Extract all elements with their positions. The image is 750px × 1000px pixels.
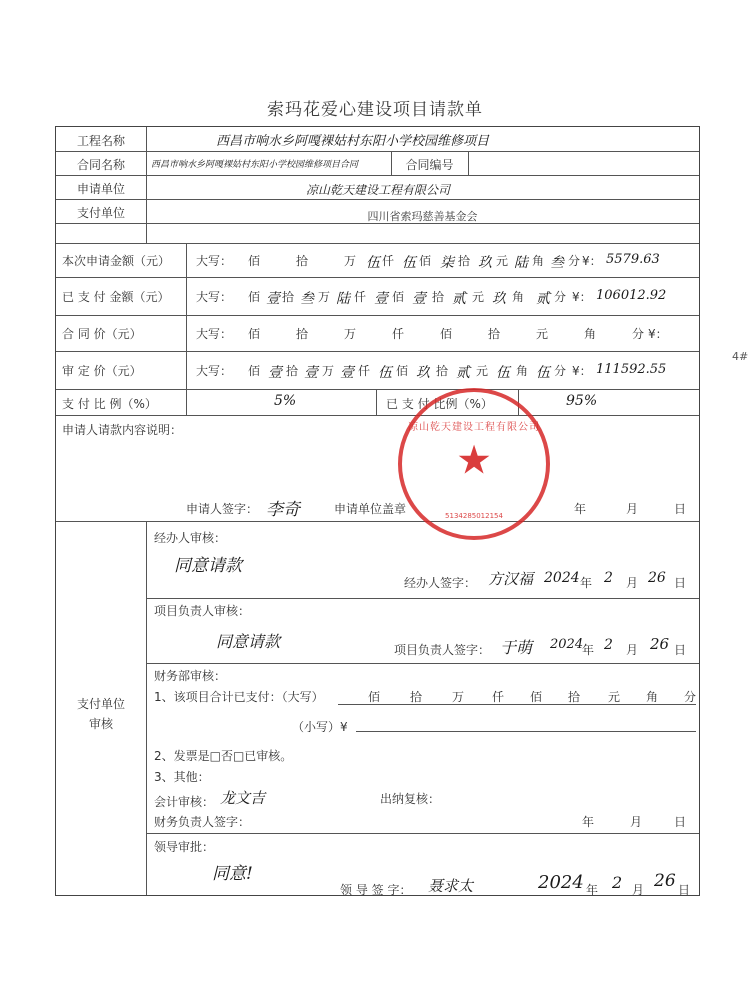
payer-review-label: 支付单位 审核 <box>76 697 125 731</box>
leader-sign-label: 领 导 签 字： <box>340 883 412 897</box>
paid-amount-label: 已 支 付 金额（元） <box>62 290 170 304</box>
finance-item3: 3、其他： <box>154 770 210 784</box>
applicant-unit-value: 凉山乾天建设工程有限公司 <box>306 183 451 197</box>
finance-review-label: 财务部审核： <box>154 669 227 683</box>
pm-review-label: 项目负责人审核： <box>154 604 251 618</box>
handler-signature: 方汉福 <box>488 570 534 588</box>
applicant-unit-stamp-label: 申请单位盖章 <box>334 502 407 516</box>
leader-opinion: 同意! <box>212 864 253 884</box>
pay-ratio-label: 支 付 比 例（%） <box>62 397 157 411</box>
payer-unit-value: 四川省索玛慈善基金会 <box>367 210 478 223</box>
approved-price-small: 111592.55 <box>596 362 667 377</box>
pm-opinion: 同意请款 <box>216 632 281 651</box>
handler-opinion: 同意请款 <box>174 556 242 576</box>
contract-price-label: 合 同 价（元） <box>62 327 142 341</box>
applicant-signature: 李奇 <box>266 500 300 520</box>
finance-small-label: （小写）¥ <box>292 720 348 734</box>
finance-item1: 1、该项目合计已支付：（大写） <box>154 690 324 704</box>
star-icon: ★ <box>456 437 492 484</box>
handler-review-label: 经办人审核： <box>154 531 227 545</box>
applicant-unit-label: 申请单位 <box>76 182 125 196</box>
accountant-signature: 龙文吉 <box>220 789 266 807</box>
payment-request-form: 工程名称 合同名称 合同编号 申请单位 支付单位 本次申请金额（元） 已 支 付 金额（元） 合 同 价（元） 审 定 价（元） 支 付 比 例（%） 已 支 付 比例（%） 西昌市响水乡阿嘎裸姑村东阳小学校园维修项目 西昌市响水乡阿嘎裸姑村东阳小学校园维修项目合同 凉山乾天建设工程有限公司 四川省索玛慈善基金会 大写： 佰 拾 万 伍 仟 伍 佰 柒 拾 玖 元 陆 角 叁 分 ¥： 5579.63 大写： 佰 壹 拾 叁 万 陆 仟 壹 佰 壹 拾 贰 元 玖 角 贰 分 ¥： 106012.92 大写： 佰 拾 万 仟 佰 拾 元 角 分 ¥： 大写： 佰 壹 拾 壹 万 壹 仟 伍 佰 玖 拾 贰 元 伍 角 伍 分 ¥： 111592.55 5% 95% 申请人请款内容说明： 申请人签字： 李奇 申请单位盖章 年 月 日 支付单位 审核 经办人审核： 同意请款 经办人签字： 方汉福 2024 年 2 月 26 日 项目负责人审核： 同意请款 项目负责人签字： 于萌 2024 年 2 月 26 日 财务部审核： 1、该项目合计已支付：（大写） 佰 拾 万 仟 佰 拾 元 角 分 （小写）¥ 2、发票是□否□已审核。 3、其他： 会计审核： 龙文吉 出纳复核： 财务负责人签字： 年 月 日 领导审批： 同意! 领 导 签 字： 聂求太 2024 年 2 月 26 日 <box>55 126 700 896</box>
paid-amount-small: 106012.92 <box>596 288 667 303</box>
finance-head-sign-label: 财务负责人签字： <box>154 815 251 829</box>
request-desc-label: 申请人请款内容说明： <box>62 423 183 437</box>
this-amount-small: 5579.63 <box>606 252 660 267</box>
stamp-code: 5134285012154 <box>445 512 503 520</box>
cashier-review-label: 出纳复核： <box>380 792 441 806</box>
paid-ratio-label: 已 支 付 比例（%） <box>386 397 493 411</box>
project-name-label: 工程名称 <box>76 134 125 148</box>
leader-approval-label: 领导审批： <box>154 840 215 854</box>
contract-name-value: 西昌市响水乡阿嘎裸姑村东阳小学校园维修项目合同 <box>151 160 359 170</box>
handler-sign-label: 经办人签字： <box>404 576 477 590</box>
applicant-sign-label: 申请人签字： <box>186 502 259 516</box>
pay-ratio-value: 5% <box>274 393 297 409</box>
pm-sign-label: 项目负责人签字： <box>394 643 491 657</box>
finance-item2: 2、发票是□否□已审核。 <box>154 749 293 763</box>
company-seal-stamp <box>398 388 550 540</box>
payer-unit-label: 支付单位 <box>76 206 125 220</box>
leader-signature: 聂求太 <box>428 877 474 895</box>
approved-price-label: 审 定 价（元） <box>62 364 142 378</box>
paid-ratio-value: 95% <box>566 393 598 409</box>
stamp-text: 凉山乾天建设工程有限公司 <box>408 422 540 433</box>
accountant-review-label: 会计审核： <box>154 795 215 809</box>
side-mark: 4# <box>732 350 749 363</box>
project-name-value: 西昌市响水乡阿嘎裸姑村东阳小学校园维修项目 <box>216 134 490 149</box>
pm-signature: 于萌 <box>500 638 533 657</box>
this-amount-label: 本次申请金额（元） <box>62 254 171 268</box>
page-title: 索玛花爱心建设项目请款单 <box>267 100 483 120</box>
contract-name-label: 合同名称 <box>76 158 125 172</box>
daxie-label: 大写： <box>196 254 233 268</box>
contract-no-label: 合同编号 <box>405 158 454 172</box>
